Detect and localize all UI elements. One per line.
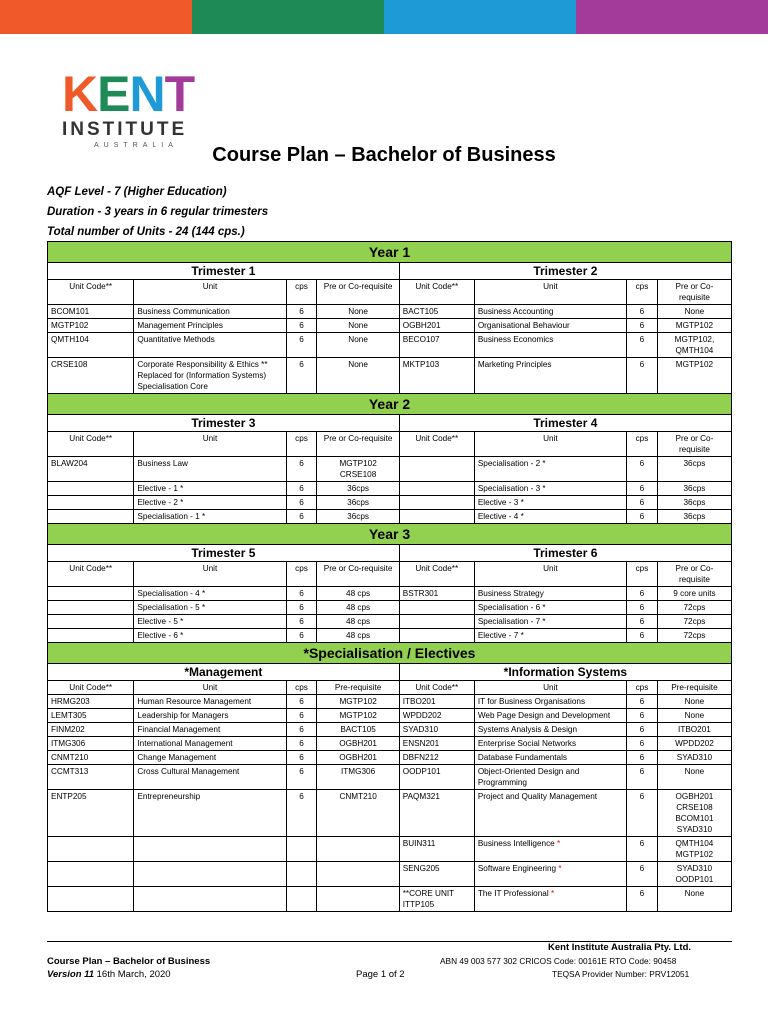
unit-name: International Management <box>134 737 286 751</box>
unit-name: Specialisation - 6 * <box>474 601 626 615</box>
unit-cps: 6 <box>627 358 658 394</box>
trimester-row <box>48 415 732 432</box>
unit-name: Entrepreneurship <box>134 790 286 837</box>
unit-name: Change Management <box>134 751 286 765</box>
unit-code <box>399 601 474 615</box>
color-bar-purple <box>576 0 768 34</box>
unit-row <box>48 496 732 510</box>
unit-header: Unit <box>134 562 286 587</box>
prereq-header: Pre-requisite <box>657 681 731 695</box>
unit-prereq <box>317 887 399 912</box>
unit-cps: 6 <box>627 496 658 510</box>
unit-code <box>48 482 134 496</box>
unit-cps: 6 <box>627 765 658 790</box>
unit-cps: 6 <box>286 601 317 615</box>
unit-code-header: Unit Code** <box>48 432 134 457</box>
color-bar-green <box>192 0 384 34</box>
unit-row <box>48 629 732 643</box>
cps-header: cps <box>286 432 317 457</box>
unit-name: Database Fundamentals <box>474 751 626 765</box>
unit-cps: 6 <box>286 629 317 643</box>
unit-cps: 6 <box>627 723 658 737</box>
unit-name: Object-Oriented Design and Programming <box>474 765 626 790</box>
unit-code <box>399 510 474 524</box>
unit-row <box>48 358 732 394</box>
unit-prereq: None <box>317 319 399 333</box>
unit-code: WPDD202 <box>399 709 474 723</box>
total-units: Total number of Units - 24 (144 cps.) <box>47 226 245 238</box>
unit-prereq: MGTP102 <box>657 358 731 394</box>
logo-letter: K <box>62 66 98 122</box>
unit-row <box>48 862 732 887</box>
unit-code: ENTP205 <box>48 790 134 837</box>
unit-name <box>134 862 286 887</box>
unit-row <box>48 790 732 837</box>
unit-name: IT for Business Organisations <box>474 695 626 709</box>
unit-cps: 6 <box>286 457 317 482</box>
unit-row <box>48 482 732 496</box>
unit-prereq: 36cps <box>317 510 399 524</box>
cps-header: cps <box>627 681 658 695</box>
trimester-left-title: Trimester 5 <box>48 545 400 562</box>
prereq-header: Pre or Co-requisite <box>657 280 731 305</box>
required-asterisk: * <box>557 839 561 848</box>
unit-row <box>48 887 732 912</box>
unit-code <box>399 482 474 496</box>
page-title: Course Plan – Bachelor of Business <box>212 144 556 166</box>
year-header <box>48 524 732 545</box>
logo-kent-letters <box>62 66 222 122</box>
unit-header: Unit <box>134 681 286 695</box>
trimester-row <box>48 545 732 562</box>
trimester-right-title: Trimester 6 <box>399 545 731 562</box>
year-header <box>48 242 732 263</box>
unit-prereq: 36cps <box>657 496 731 510</box>
kent-logo <box>62 66 222 152</box>
unit-name: Specialisation - 7 * <box>474 615 626 629</box>
cps-header: cps <box>286 562 317 587</box>
footer-version <box>47 969 171 980</box>
unit-cps <box>286 862 317 887</box>
unit-code: BUIN311 <box>399 837 474 862</box>
unit-name: Elective - 2 * <box>134 496 286 510</box>
unit-name: Human Resource Management <box>134 695 286 709</box>
unit-cps: 6 <box>627 601 658 615</box>
unit-code: FINM202 <box>48 723 134 737</box>
unit-code: SYAD310 <box>399 723 474 737</box>
unit-cps: 6 <box>627 837 658 862</box>
unit-name: Business Accounting <box>474 305 626 319</box>
unit-code <box>48 862 134 887</box>
version-label: Version 11 <box>47 969 94 980</box>
unit-name: Quantitative Methods <box>134 333 286 358</box>
unit-row <box>48 751 732 765</box>
unit-name: Elective - 5 * <box>134 615 286 629</box>
cps-header: cps <box>627 562 658 587</box>
unit-prereq: 9 core units <box>657 587 731 601</box>
version-date: 16th March, 2020 <box>96 969 171 980</box>
unit-prereq: OGBH201 <box>317 737 399 751</box>
unit-code <box>48 837 134 862</box>
unit-code: BSTR301 <box>399 587 474 601</box>
unit-prereq: SYAD310 OODP101 <box>657 862 731 887</box>
unit-name: Business Intelligence * <box>474 837 626 862</box>
unit-prereq: None <box>657 709 731 723</box>
year-header-label: Year 2 <box>48 394 732 415</box>
unit-row <box>48 765 732 790</box>
unit-cps: 6 <box>627 457 658 482</box>
unit-cps: 6 <box>286 333 317 358</box>
unit-cps: 6 <box>627 737 658 751</box>
unit-code: **CORE UNIT ITTP105 <box>399 887 474 912</box>
unit-cps: 6 <box>627 333 658 358</box>
unit-code-header: Unit Code** <box>399 681 474 695</box>
unit-prereq: 36cps <box>657 510 731 524</box>
unit-cps: 6 <box>286 751 317 765</box>
color-bar <box>0 0 768 34</box>
unit-row <box>48 457 732 482</box>
unit-row <box>48 333 732 358</box>
required-asterisk: * <box>558 864 562 873</box>
unit-header: Unit <box>134 432 286 457</box>
unit-cps: 6 <box>286 482 317 496</box>
unit-code <box>48 496 134 510</box>
unit-code-header: Unit Code** <box>48 280 134 305</box>
unit-cps: 6 <box>286 709 317 723</box>
footer-doc-title: Course Plan – Bachelor of Business <box>47 956 211 967</box>
unit-name: Business Economics <box>474 333 626 358</box>
unit-prereq: 36cps <box>317 482 399 496</box>
unit-code <box>48 510 134 524</box>
logo-letter: T <box>164 66 195 122</box>
specialisation-header <box>48 643 732 664</box>
unit-code-header: Unit Code** <box>48 562 134 587</box>
unit-code: PAQM321 <box>399 790 474 837</box>
unit-prereq: 48 cps <box>317 601 399 615</box>
unit-cps: 6 <box>286 737 317 751</box>
unit-cps: 6 <box>286 510 317 524</box>
unit-cps: 6 <box>286 358 317 394</box>
trimester-left-title: Trimester 3 <box>48 415 400 432</box>
unit-name: Elective - 4 * <box>474 510 626 524</box>
unit-code: OGBH201 <box>399 319 474 333</box>
unit-prereq: MGTP102 <box>657 319 731 333</box>
unit-code <box>48 587 134 601</box>
course-plan-table <box>47 241 732 912</box>
unit-code-header: Unit Code** <box>399 432 474 457</box>
unit-name: Financial Management <box>134 723 286 737</box>
required-asterisk: * <box>550 889 555 898</box>
unit-cps: 6 <box>627 587 658 601</box>
unit-cps <box>286 837 317 862</box>
unit-prereq <box>317 862 399 887</box>
cps-header: cps <box>627 432 658 457</box>
logo-australia: AUSTRALIA <box>94 142 178 149</box>
unit-prereq: MGTP102 <box>317 695 399 709</box>
unit-prereq: BACT105 <box>317 723 399 737</box>
cps-header: cps <box>627 280 658 305</box>
footer-company: Kent Institute Australia Pty. Ltd. <box>548 942 692 953</box>
unit-code-header: Unit Code** <box>399 280 474 305</box>
unit-row <box>48 319 732 333</box>
unit-cps: 6 <box>627 510 658 524</box>
unit-name: Enterprise Social Networks <box>474 737 626 751</box>
unit-prereq: 48 cps <box>317 629 399 643</box>
unit-prereq: MGTP102 CRSE108 <box>317 457 399 482</box>
unit-name: Business Law <box>134 457 286 482</box>
unit-cps: 6 <box>286 319 317 333</box>
unit-code: DBFN212 <box>399 751 474 765</box>
unit-cps: 6 <box>286 305 317 319</box>
unit-code <box>399 496 474 510</box>
logo-letter: E <box>97 66 130 122</box>
unit-name <box>134 887 286 912</box>
cps-header: cps <box>286 681 317 695</box>
unit-name: Specialisation - 4 * <box>134 587 286 601</box>
unit-prereq: None <box>657 765 731 790</box>
unit-cps: 6 <box>627 319 658 333</box>
unit-prereq: OGBH201 CRSE108 BCOM101 SYAD310 <box>657 790 731 837</box>
unit-row <box>48 737 732 751</box>
unit-cps: 6 <box>627 629 658 643</box>
unit-prereq: None <box>657 695 731 709</box>
unit-header: Unit <box>474 432 626 457</box>
unit-code <box>399 629 474 643</box>
footer-abn: ABN 49 003 577 302 CRICOS Code: 00161E RTO Code: 90458 <box>440 956 677 966</box>
unit-cps: 6 <box>627 695 658 709</box>
unit-code: CNMT210 <box>48 751 134 765</box>
unit-name: Elective - 1 * <box>134 482 286 496</box>
unit-code: ITBO201 <box>399 695 474 709</box>
unit-prereq: SYAD310 <box>657 751 731 765</box>
specialisation-header-label: *Specialisation / Electives <box>48 643 732 664</box>
logo-letter: N <box>129 66 165 122</box>
unit-code: BACT105 <box>399 305 474 319</box>
unit-prereq: None <box>317 333 399 358</box>
unit-code: SENG205 <box>399 862 474 887</box>
unit-prereq: None <box>657 887 731 912</box>
unit-cps: 6 <box>627 709 658 723</box>
unit-name <box>134 837 286 862</box>
unit-prereq: 72cps <box>657 615 731 629</box>
unit-code-header: Unit Code** <box>399 562 474 587</box>
unit-code <box>48 615 134 629</box>
color-bar-orange <box>0 0 192 34</box>
unit-cps: 6 <box>286 765 317 790</box>
unit-code <box>48 601 134 615</box>
unit-name: Business Communication <box>134 305 286 319</box>
unit-header: Unit <box>474 681 626 695</box>
unit-name: Specialisation - 5 * <box>134 601 286 615</box>
unit-cps: 6 <box>286 615 317 629</box>
unit-name: Systems Analysis & Design <box>474 723 626 737</box>
unit-prereq: 72cps <box>657 629 731 643</box>
unit-name: The IT Professional * <box>474 887 626 912</box>
unit-name: Web Page Design and Development <box>474 709 626 723</box>
unit-header: Unit <box>134 280 286 305</box>
unit-name: Specialisation - 2 * <box>474 457 626 482</box>
unit-name: Corporate Responsibility & Ethics ** Replaced for (Information Systems) Specialisation Core <box>134 358 286 394</box>
footer-teqsa: TEQSA Provider Number: PRV12051 <box>552 969 690 979</box>
unit-prereq: ITBO201 <box>657 723 731 737</box>
unit-cps: 6 <box>286 695 317 709</box>
trimester-row <box>48 263 732 280</box>
column-header-row <box>48 280 732 305</box>
prereq-header: Pre or Co-requisite <box>317 432 399 457</box>
unit-prereq: WPDD202 <box>657 737 731 751</box>
cps-header: cps <box>286 280 317 305</box>
unit-code <box>48 629 134 643</box>
page-number: Page 1 of 2 <box>356 969 405 980</box>
year-header-label: Year 1 <box>48 242 732 263</box>
unit-prereq: CNMT210 <box>317 790 399 837</box>
prereq-header: Pre or Co-requisite <box>657 432 731 457</box>
unit-name: Specialisation - 1 * <box>134 510 286 524</box>
unit-code: LEMT305 <box>48 709 134 723</box>
year-header-label: Year 3 <box>48 524 732 545</box>
unit-cps: 6 <box>286 496 317 510</box>
unit-row <box>48 510 732 524</box>
prereq-header: Pre or Co-requisite <box>657 562 731 587</box>
unit-header: Unit <box>474 280 626 305</box>
unit-prereq: 72cps <box>657 601 731 615</box>
duration: Duration - 3 years in 6 regular trimesters <box>47 206 269 218</box>
unit-code: MKTP103 <box>399 358 474 394</box>
unit-prereq: 36cps <box>317 496 399 510</box>
unit-name: Project and Quality Management <box>474 790 626 837</box>
unit-name: Elective - 7 * <box>474 629 626 643</box>
unit-cps: 6 <box>627 482 658 496</box>
column-header-row <box>48 681 732 695</box>
unit-prereq: OGBH201 <box>317 751 399 765</box>
unit-code: QMTH104 <box>48 333 134 358</box>
unit-name: Organisational Behaviour <box>474 319 626 333</box>
unit-name: Leadership for Managers <box>134 709 286 723</box>
unit-code: CRSE108 <box>48 358 134 394</box>
unit-name: Cross Cultural Management <box>134 765 286 790</box>
unit-name: Business Strategy <box>474 587 626 601</box>
unit-code: BCOM101 <box>48 305 134 319</box>
unit-name: Elective - 3 * <box>474 496 626 510</box>
course-info <box>47 182 268 242</box>
unit-prereq: MGTP102 <box>317 709 399 723</box>
color-bar-blue <box>384 0 576 34</box>
unit-prereq: 48 cps <box>317 587 399 601</box>
aqf-level: AQF Level - 7 (Higher Education) <box>47 186 227 198</box>
unit-cps: 6 <box>286 790 317 837</box>
prereq-header: Pre or Co-requisite <box>317 562 399 587</box>
unit-row <box>48 695 732 709</box>
unit-name: Elective - 6 * <box>134 629 286 643</box>
trimester-right-title: *Information Systems <box>399 664 731 681</box>
unit-name: Software Engineering * <box>474 862 626 887</box>
unit-cps: 6 <box>286 723 317 737</box>
column-header-row <box>48 562 732 587</box>
unit-cps: 6 <box>627 305 658 319</box>
unit-row <box>48 601 732 615</box>
unit-row <box>48 709 732 723</box>
unit-name: Specialisation - 3 * <box>474 482 626 496</box>
unit-row <box>48 587 732 601</box>
unit-code <box>399 457 474 482</box>
year-header <box>48 394 732 415</box>
unit-name: Marketing Principles <box>474 358 626 394</box>
trimester-row <box>48 664 732 681</box>
unit-name: Management Principles <box>134 319 286 333</box>
unit-row <box>48 723 732 737</box>
unit-code <box>399 615 474 629</box>
unit-prereq: None <box>317 358 399 394</box>
unit-prereq: None <box>657 305 731 319</box>
unit-row <box>48 615 732 629</box>
prereq-header: Pre-requisite <box>317 681 399 695</box>
unit-code <box>48 887 134 912</box>
unit-code: BECO107 <box>399 333 474 358</box>
unit-cps: 6 <box>627 751 658 765</box>
unit-code: MGTP102 <box>48 319 134 333</box>
unit-code: BLAW204 <box>48 457 134 482</box>
prereq-header: Pre or Co-requisite <box>317 280 399 305</box>
unit-prereq: QMTH104 MGTP102 <box>657 837 731 862</box>
unit-prereq: 36cps <box>657 482 731 496</box>
unit-code-header: Unit Code** <box>48 681 134 695</box>
unit-row <box>48 837 732 862</box>
unit-code: ITMG306 <box>48 737 134 751</box>
unit-cps: 6 <box>627 862 658 887</box>
unit-prereq: MGTP102, QMTH104 <box>657 333 731 358</box>
trimester-left-title: *Management <box>48 664 400 681</box>
unit-code: ENSN201 <box>399 737 474 751</box>
unit-row <box>48 305 732 319</box>
trimester-right-title: Trimester 2 <box>399 263 731 280</box>
unit-prereq <box>317 837 399 862</box>
unit-cps: 6 <box>286 587 317 601</box>
unit-code: HRMG203 <box>48 695 134 709</box>
unit-header: Unit <box>474 562 626 587</box>
unit-prereq: ITMG306 <box>317 765 399 790</box>
unit-cps: 6 <box>627 790 658 837</box>
unit-code: CCMT313 <box>48 765 134 790</box>
unit-cps <box>286 887 317 912</box>
trimester-right-title: Trimester 4 <box>399 415 731 432</box>
unit-prereq: None <box>317 305 399 319</box>
trimester-left-title: Trimester 1 <box>48 263 400 280</box>
unit-cps: 6 <box>627 615 658 629</box>
logo-institute: INSTITUTE <box>62 119 188 140</box>
unit-prereq: 48 cps <box>317 615 399 629</box>
unit-cps: 6 <box>627 887 658 912</box>
unit-prereq: 36cps <box>657 457 731 482</box>
unit-code: OODP101 <box>399 765 474 790</box>
column-header-row <box>48 432 732 457</box>
